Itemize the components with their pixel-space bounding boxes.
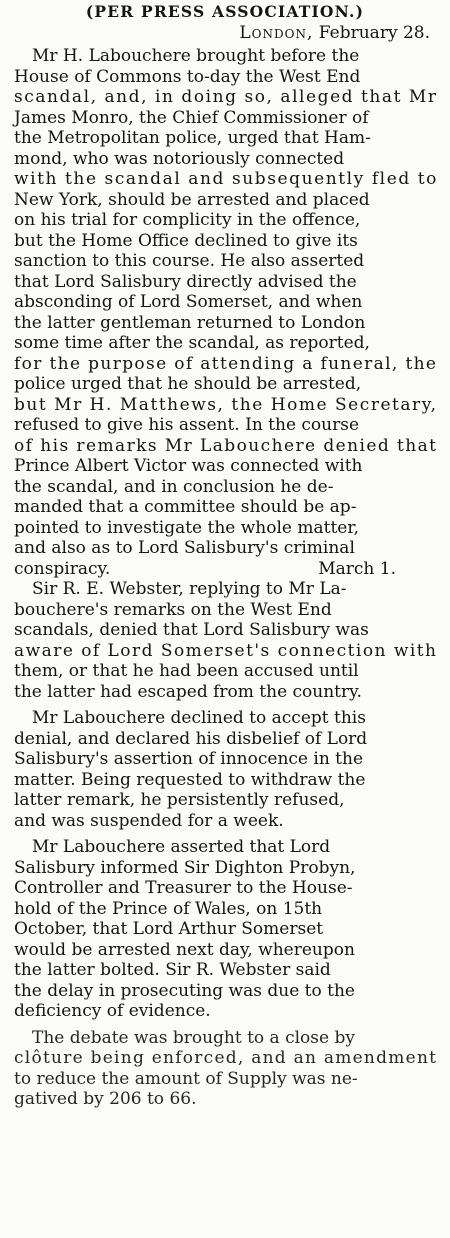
text-line: latter remark, he persistently refused, (14, 790, 345, 810)
paragraph-webster-reply (14, 579, 436, 702)
text-line: James Monro, the Chief Commissioner of (14, 107, 369, 128)
text-line: Salisbury's assertion of innocence in the (14, 749, 364, 769)
text-line: that Lord Salisbury directly advised the (14, 271, 357, 292)
text-line: the latter bolted. Sir R. Webster said (14, 960, 331, 980)
text-line: Prince Albert Victor was connected with (14, 456, 363, 476)
text-line: New York, should be arrested and placed (14, 189, 370, 210)
text-line: for the purpose of attending a funeral, the (14, 353, 438, 374)
text-line: denial, and declared his disbelief of Lord (14, 728, 368, 749)
text-line: scandal, and, in doing so, alleged that Mr (14, 87, 438, 107)
dateline-place: London, (239, 23, 314, 43)
text-line: the latter had escaped from the country. (14, 681, 362, 702)
dateline (14, 23, 436, 46)
text-line: mond, who was notoriously connected (14, 148, 345, 169)
closing-line (14, 559, 436, 580)
text-line: clôture being enforced, and an amendment (14, 1048, 438, 1068)
text-line: manded that a committee should be ap- (14, 497, 357, 517)
text-line: the Metropolitan police, urged that Ham- (14, 128, 371, 148)
text-line: bouchere's remarks on the West End (14, 599, 332, 620)
text-line: pointed to investigate the whole matter, (14, 517, 360, 538)
text-line: and was suspended for a week. (14, 810, 284, 831)
text-line: deficiency of evidence. (14, 1001, 211, 1021)
text-line: Salisbury informed Sir Dighton Probyn, (14, 857, 356, 878)
text-line: House of Commons to-day the West End (14, 66, 361, 87)
text-line: Mr Labouchere declined to accept this (32, 708, 366, 728)
paragraph-probyn (14, 837, 436, 1022)
text-line: Mr Labouchere asserted that Lord (32, 837, 331, 857)
text-line: and also as to Lord Salisbury's criminal (14, 538, 355, 558)
text-line: on his trial for complicity in the offence, (14, 210, 361, 230)
text-line: gatived by 206 to 66. (14, 1089, 197, 1109)
paragraph-commons-motion (14, 46, 436, 579)
text-line: scandals, denied that Lord Salisbury was (14, 620, 369, 640)
text-line: hold of the Prince of Wales, on 15th (14, 898, 323, 919)
agency-heading: (PER PRESS ASSOCIATION.) (85, 2, 365, 21)
text-line: some time after the scandal, as reported, (14, 333, 370, 353)
text-line: to reduce the amount of Supply was ne- (14, 1068, 358, 1089)
text-line: conspiracy. (14, 558, 111, 579)
text-line: absconding of Lord Somerset, and when (14, 292, 363, 312)
paragraph-suspension (14, 708, 436, 831)
text-line: police urged that he should be arrested, (14, 374, 362, 394)
text-line: Sir R. E. Webster, replying to Mr La- (32, 579, 347, 599)
paragraph-closure (14, 1028, 436, 1110)
text-line: the scandal, and in conclusion he de- (14, 476, 334, 497)
text-line: but Mr H. Matthews, the Home Secretary, (14, 394, 438, 415)
dateline-second: March 1. (318, 558, 396, 579)
text-line: them, or that he had been accused until (14, 661, 359, 681)
text-line: matter. Being requested to withdraw the (14, 769, 366, 790)
dateline-date: February 28. (318, 23, 430, 43)
text-line: aware of Lord Somerset's connection with (14, 640, 438, 661)
text-line: Mr H. Labouchere brought before the (32, 46, 360, 66)
text-line: with the scandal and subsequently fled to (14, 169, 438, 189)
text-line: October, that Lord Arthur Somerset (14, 919, 324, 939)
text-line: sanction to this course. He also asserted (14, 251, 365, 271)
text-line: Controller and Treasurer to the House- (14, 878, 353, 898)
text-line: refused to give his assent. In the course (14, 415, 360, 435)
text-line: would be arrested next day, whereupon (14, 939, 355, 960)
text-line: of his remarks Mr Labouchere denied that (14, 435, 438, 456)
text-line: the delay in prosecuting was due to the (14, 980, 355, 1001)
text-line: The debate was brought to a close by (32, 1027, 355, 1048)
text-line: the latter gentleman returned to London (14, 312, 366, 333)
text-line: but the Home Office declined to give its (14, 230, 358, 251)
